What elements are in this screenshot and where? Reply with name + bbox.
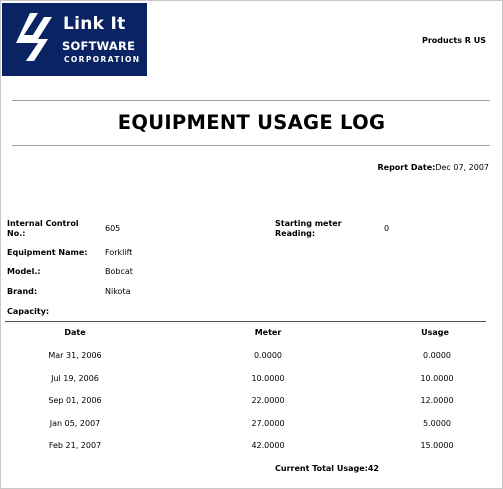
table-divider — [5, 321, 486, 322]
cell-meter: 27.0000 — [251, 419, 285, 428]
total-value: 42 — [367, 464, 379, 473]
logo-mark-icon — [16, 13, 60, 61]
company-logo — [2, 3, 147, 76]
cell-usage: 12.0000 — [420, 396, 454, 405]
internal-control-value: 605 — [105, 224, 121, 233]
report-date-value: Dec 07, 2007 — [435, 163, 489, 172]
internal-control-label: Internal Control No.: — [7, 219, 79, 238]
cell-usage: 0.0000 — [423, 351, 451, 360]
logo-name: Link It — [63, 14, 126, 34]
cell-date: Feb 21, 2007 — [48, 441, 102, 450]
page-title: EQUIPMENT USAGE LOG — [117, 111, 386, 134]
logo-line2: SOFTWARE — [62, 39, 136, 53]
report-date — [377, 163, 489, 172]
cell-date: Sep 01, 2006 — [48, 396, 102, 405]
col-header-meter: Meter — [254, 328, 282, 337]
model-value: Bobcat — [105, 267, 133, 276]
logo-line3: CORPORATION — [64, 55, 141, 64]
brand-label: Brand: — [7, 287, 38, 296]
starting-meter-value: 0 — [384, 224, 390, 233]
cell-date: Jan 05, 2007 — [49, 419, 101, 428]
cell-meter: 42.0000 — [251, 441, 285, 450]
cell-usage: 5.0000 — [423, 419, 451, 428]
cell-date: Jul 19, 2006 — [51, 374, 99, 383]
cell-usage: 10.0000 — [420, 374, 454, 383]
cell-usage: 15.0000 — [420, 441, 454, 450]
cell-date: Mar 31, 2006 — [48, 351, 102, 360]
report-date-label: Report Date: — [377, 163, 436, 172]
title-rule-top — [12, 100, 490, 101]
equipment-name-label: Equipment Name: — [7, 248, 88, 257]
brand-value: Nikota — [105, 287, 131, 296]
starting-meter-label: Starting meter Reading: — [275, 219, 342, 238]
company-name: Products R US — [421, 36, 486, 45]
total-label: Current Total Usage: — [275, 464, 368, 473]
current-total-usage — [275, 464, 379, 473]
equipment-name-value: Forklift — [105, 248, 133, 257]
model-label: Model.: — [7, 267, 41, 276]
cell-meter: 22.0000 — [251, 396, 285, 405]
cell-meter: 0.0000 — [254, 351, 282, 360]
title-rule-bottom — [12, 145, 490, 146]
col-header-usage: Usage — [421, 328, 449, 337]
col-header-date: Date — [64, 328, 86, 337]
cell-meter: 10.0000 — [251, 374, 285, 383]
capacity-label: Capacity: — [7, 307, 50, 316]
